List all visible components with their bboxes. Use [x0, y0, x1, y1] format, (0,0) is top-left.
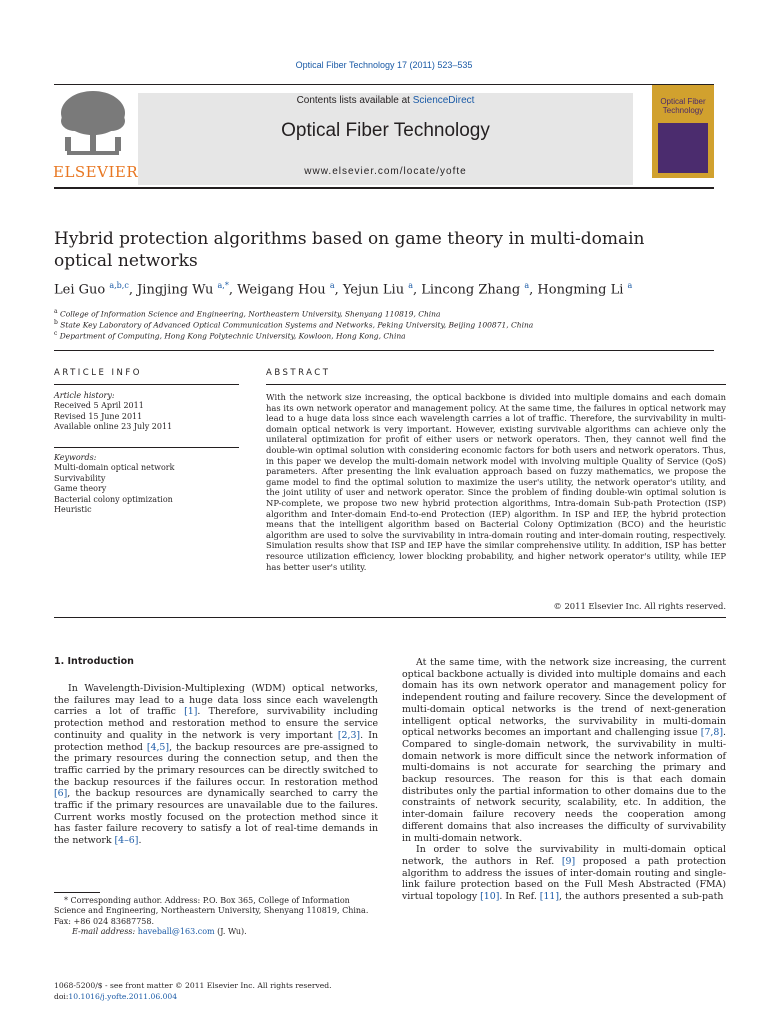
body-text: , the backup resources are dynamically searched to carry the traffic if the primary resources are unavailable due to the failures. Current works mostly focused on the protection method since it has faster failure recovery to satisfy a lot of real-time demands in the network: [54, 788, 378, 847]
intro-paragraph-1: [54, 683, 378, 847]
author-affiliation-mark[interactable]: a: [627, 281, 633, 290]
footnote-rule: [54, 892, 100, 893]
affiliation-item: [54, 319, 734, 330]
email-suffix: (J. Wu).: [214, 927, 247, 937]
affiliation-mark: a: [54, 308, 58, 315]
author-name: Lei Guo: [54, 282, 110, 298]
author-name: Jingjing Wu: [137, 282, 218, 298]
abstract-text: With the network size increasing, the optical backbone is divided into multiple domains and each domain has its own network operator and management policy. At the same time, the failures in optical network may lead to a huge data loss since each wavelength carries a lot of traffic. Therefore, the survivability in multi-domain optical network is very important. However, existing survivable algorithms can achieve only the unilateral optimization for profit of either users or network operators. Then, they cannot well find the double-win optimal solution with considering economic factors for both users and network operators. Thus, in this paper we develop the multi-domain network model with involving multiple Quality of Service (QoS) parameters. After presenting the link evaluation approach based on fuzzy mathematics, we propose the game model to find the optimal solution to maximize the user's utility, the network operator's utility, and the joint utility of user and network operator. Since the problem of finding double-win optimal solution is NP-complete, we propose two new hybrid protection algorithms, Intra-domain Sub-path Protection (ISP) algorithm and Inter-domain End-to-end Protection (IEP) algorithm. In ISP and IEP, the hybrid protection means that the intelligent algorithm based on Bacterial Colony Optimization (BCO) and the heuristic algorithm are used to solve the survivability in intra-domain routing and inter-domain routing, respectively. Simulation results show that ISP and IEP have the similar comprehensive utility. In addition, ISP has better resource utilization efficiency, lower blocking probability, and higher network operator's utility, while IEP has better user's utility.: [266, 392, 726, 572]
journal-cover-thumbnail[interactable]: [652, 85, 714, 178]
body-text: In Wavelength-Division-Multiplexing (WDM) optical networks, the failures may lead to a huge data loss since each wavelength carries a lot of traffic: [54, 683, 378, 718]
keyword-item: Bacterial colony optimization: [54, 494, 173, 504]
history-item: Received 5 April 2011: [54, 401, 144, 411]
body-text: . Therefore, survivability including protection method and restoration method to ensure the service continuity and quality in the network is very important: [54, 706, 378, 741]
history-list: [54, 401, 239, 432]
citation-link[interactable]: [11]: [539, 891, 560, 903]
intro-paragraph-3: [402, 844, 726, 903]
affiliation-mark: b: [54, 319, 58, 326]
author-name: Yejun Liu: [342, 282, 409, 298]
body-text: . In protection method: [54, 729, 378, 753]
cover-artwork: [658, 123, 708, 173]
body-text: , the backup resources are pre-assigned to the primary resources during the connection setup, and then the traffic carried by the primary resources can be directly switched to the backup resources if the failures occur. In restoration method: [54, 741, 378, 788]
author-affiliation-mark[interactable]: a: [524, 281, 530, 290]
keyword-list: [54, 463, 239, 515]
affiliation-rule: [54, 350, 714, 351]
author-separator: ,: [413, 282, 422, 298]
body-text: , the authors presented a sub-path: [559, 891, 724, 903]
footnotes: [54, 896, 378, 938]
corresponding-author-note: * Corresponding author. Address: P.O. Box 365, College of Information Science and Engineering, Northeastern University, Shenyang 110819, China. Fax: +86 024 83687758.: [54, 896, 369, 926]
abstract-heading: ABSTRACT: [266, 368, 331, 378]
citation-link[interactable]: [9]: [561, 855, 576, 867]
author-name: Weigang Hou: [237, 282, 330, 298]
keywords-block: [54, 453, 239, 515]
author-separator: ,: [529, 282, 538, 298]
author-affiliation-mark[interactable]: a: [408, 281, 413, 290]
keywords-label: Keywords:: [54, 453, 97, 462]
history-label: Article history:: [54, 391, 115, 400]
cover-title: Optical Fiber Technology: [660, 97, 706, 115]
affiliation-text: College of Information Science and Engineering, Northeastern University, Shenyang 110819, China: [57, 309, 441, 319]
citation-link[interactable]: [2,3]: [337, 729, 361, 741]
front-matter: [54, 980, 384, 1002]
author-separator: ,: [228, 282, 238, 298]
doi-line: [54, 991, 384, 1002]
left-column: [54, 683, 378, 847]
citation-link[interactable]: [6]: [54, 788, 68, 800]
header-top-rule: [54, 84, 714, 85]
body-text: .: [138, 835, 142, 847]
body-text: At the same time, with the network size increasing, the current optical backbone actually is divided into multiple domains and each domain has its own network operator and management policy for independent routing and failure recovery. Since the development of multi-domain optical networks is the trend of next-generation intelligent optical networks, the survivability in multi-domain optical networks becomes an important and challenging issue: [402, 657, 726, 739]
intro-heading: 1. Introduction: [54, 656, 134, 667]
article-history: [54, 391, 239, 433]
body-text: In order to solve the survivability in multi-domain optical network, the authors in Ref.: [402, 844, 726, 867]
journal-title: Optical Fiber Technology: [281, 120, 490, 141]
author-name: Hongming Li: [537, 282, 628, 298]
citation-link[interactable]: [1]: [184, 706, 198, 718]
sciencedirect-link[interactable]: ScienceDirect: [412, 95, 475, 106]
citation-link[interactable]: [10]: [480, 891, 500, 903]
citation-link[interactable]: [4–6]: [114, 835, 139, 847]
author-affiliation-mark[interactable]: a,*: [217, 281, 229, 290]
abstract-rule: [266, 384, 726, 385]
right-column: [402, 657, 726, 903]
history-item: Available online 23 July 2011: [54, 422, 173, 432]
email-note: [54, 927, 378, 937]
journal-reference[interactable]: Optical Fiber Technology 17 (2011) 523–535: [295, 60, 473, 70]
article-info-rule: [54, 384, 239, 385]
citation-link[interactable]: [4,5]: [146, 741, 170, 753]
header-bottom-rule: [54, 187, 714, 189]
citation-link[interactable]: [7,8]: [700, 727, 724, 739]
author-separator: ,: [128, 282, 138, 298]
issn-line: 1068-5200/$ - see front matter © 2011 Elsevier Inc. All rights reserved.: [54, 981, 332, 990]
affiliation-item: [54, 330, 734, 341]
keyword-item: Game theory: [54, 484, 107, 494]
article-title: Hybrid protection algorithms based on game theory in multi-domain optical networks: [54, 229, 645, 271]
publisher-name: ELSEVIER: [53, 163, 139, 181]
body-text: proposed a path protection algorithm to address the issues of inter-domain routing and single-link failure protection based on the Full Mesh Abstracted (FMA) virtual topology: [402, 855, 726, 903]
contents-prefix: Contents lists available at: [296, 95, 413, 106]
author-name: Lincong Zhang: [421, 282, 525, 298]
affiliation-text: Department of Computing, Hong Kong Polytechnic University, Kowloon, Hong Kong, China: [57, 331, 406, 341]
keyword-item: Heuristic: [54, 505, 92, 515]
intro-paragraph-2: [402, 657, 726, 844]
affiliation-mark: c: [54, 330, 58, 337]
body-text: . In Ref.: [499, 891, 540, 903]
contents-line: [138, 95, 633, 106]
affiliation-item: [54, 308, 734, 319]
author-list: [54, 281, 734, 297]
author-affiliation-mark[interactable]: a: [329, 281, 335, 290]
journal-url[interactable]: www.elsevier.com/locate/yofte: [304, 166, 467, 177]
email-label: E-mail address:: [72, 927, 136, 937]
keywords-rule: [54, 447, 239, 448]
author-separator: ,: [334, 282, 343, 298]
doi-link[interactable]: 10.1016/j.yofte.2011.06.004: [68, 992, 178, 1001]
email-link[interactable]: haveball@163.com: [137, 927, 215, 937]
doi-prefix: doi:: [54, 992, 69, 1001]
keyword-item: Survivability: [54, 473, 106, 483]
abstract-copyright: © 2011 Elsevier Inc. All rights reserved.: [553, 601, 726, 611]
article-info-heading: ARTICLE INFO: [54, 368, 142, 378]
affiliation-text: State Key Laboratory of Advanced Optical Communication Systems and Networks, Peking University, Beijing 100871, China: [57, 320, 534, 330]
keyword-item: Multi-domain optical network: [54, 463, 175, 473]
history-item: Revised 15 June 2011: [54, 411, 143, 421]
abstract-bottom-rule: [54, 617, 726, 618]
body-text: . Compared to single-domain network, the survivability in multi-domain network is more difficult since the network information of multi-domains is not accurate for searching the primary and backup resources. The reason for this is that each domain distributes only the partial information to other domains due to the constraints of network security, scalability, etc. In addition, the inter-domain failure recovery needs the cooperation among different domains that also increases the difficulty of survivability in multi-domain network.: [402, 727, 726, 844]
author-affiliation-mark[interactable]: a,b,c: [109, 281, 129, 290]
